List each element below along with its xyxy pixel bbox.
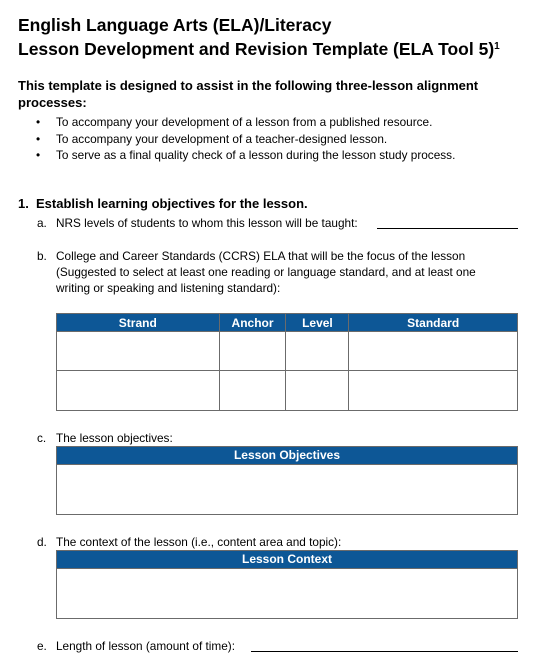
- item-letter: c.: [37, 431, 47, 445]
- lesson-objectives-box: [56, 446, 518, 515]
- title-footnote-marker: 1: [494, 41, 500, 52]
- lesson-length-fill-line[interactable]: [251, 651, 518, 652]
- table-cell[interactable]: [349, 332, 518, 371]
- table-cell[interactable]: [57, 371, 220, 411]
- intro-statement: This template is designed to assist in the following three-lesson alignment processes:: [18, 78, 479, 110]
- lesson-objectives-header: Lesson Objectives: [57, 447, 517, 465]
- table-cell[interactable]: [219, 332, 286, 371]
- item-ccrs-standards: [37, 248, 507, 296]
- table-cell[interactable]: [57, 332, 220, 371]
- standards-table: [56, 313, 518, 411]
- bullet-icon: •: [36, 148, 41, 162]
- document-title-line1: English Language Arts (ELA)/Literacy: [18, 15, 332, 35]
- item-text: NRS levels of students to whom this lesson will be taught:: [56, 216, 358, 230]
- bullet-icon: •: [36, 131, 41, 146]
- title-text: Lesson Development and Revision Template (ELA Tool 5): [18, 39, 495, 59]
- section-number: 1.: [18, 196, 29, 211]
- bullet-icon: •: [36, 115, 41, 129]
- table-cell[interactable]: [349, 371, 518, 411]
- item-text: Length of lesson (amount of time):: [56, 639, 236, 653]
- item-letter: a.: [37, 216, 47, 230]
- lesson-context-box: [56, 550, 518, 619]
- table-cell[interactable]: [219, 371, 286, 411]
- column-header-anchor: Anchor: [219, 314, 286, 332]
- item-lesson-context: [37, 534, 437, 550]
- column-header-standard: Standard: [349, 314, 518, 332]
- table-cell[interactable]: [286, 332, 349, 371]
- table-cell[interactable]: [286, 371, 349, 411]
- lesson-context-header: Lesson Context: [57, 551, 517, 569]
- list-item-text: To accompany your development of a teacher-designed lesson.: [56, 131, 388, 146]
- item-letter: b.: [37, 249, 47, 263]
- column-header-level: Level: [286, 314, 349, 332]
- column-header-strand: Strand: [57, 314, 220, 332]
- list-item: [36, 114, 455, 131]
- table-header-row: [57, 314, 518, 332]
- item-lesson-objectives: [37, 430, 337, 446]
- lesson-objectives-content[interactable]: [57, 465, 517, 515]
- table-row: [57, 332, 518, 371]
- list-item-text: To accompany your development of a lesson from a published resource.: [56, 115, 433, 129]
- item-letter: d.: [37, 535, 47, 549]
- item-letter: e.: [37, 639, 47, 653]
- item-text: College and Career Standards (CCRS) ELA that will be the focus of the lesson (Suggested to select at least one reading or language standard, and at least one writing or speaking and listening standard):: [56, 249, 476, 295]
- list-item: [36, 131, 455, 148]
- item-lesson-length: [37, 638, 257, 654]
- section-title: Establish learning objectives for the lesson.: [36, 196, 308, 211]
- purpose-list: [36, 114, 455, 164]
- list-item-text: To serve as a final quality check of a lesson during the lesson study process.: [56, 148, 456, 162]
- lesson-context-content[interactable]: [57, 569, 517, 619]
- table-row: [57, 371, 518, 411]
- section-heading: [18, 196, 308, 211]
- item-nrs-levels: [37, 215, 377, 231]
- item-text: The lesson objectives:: [56, 431, 173, 445]
- document-title-line2: [18, 38, 500, 60]
- nrs-levels-fill-line[interactable]: [377, 228, 518, 229]
- item-text: The context of the lesson (i.e., content area and topic):: [56, 535, 342, 549]
- list-item: [36, 147, 455, 164]
